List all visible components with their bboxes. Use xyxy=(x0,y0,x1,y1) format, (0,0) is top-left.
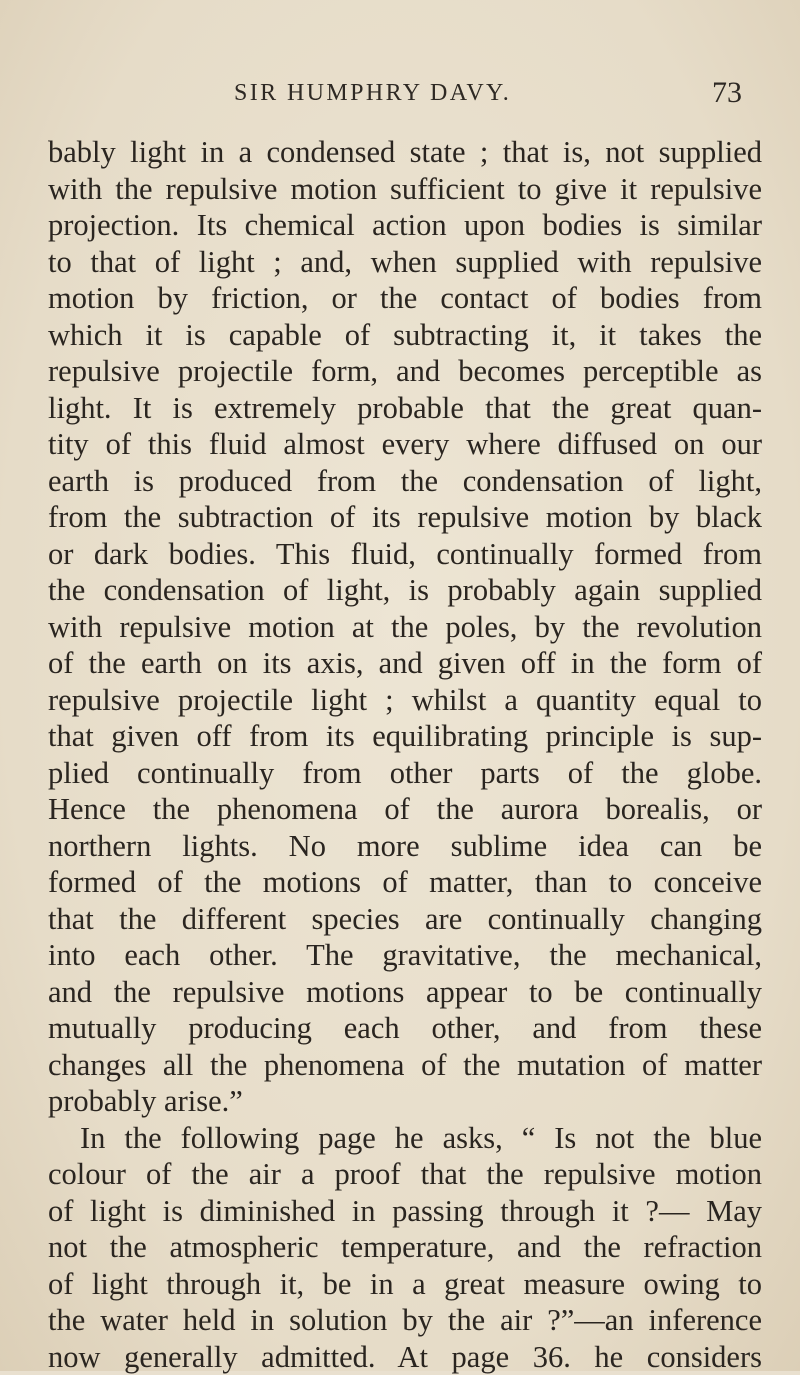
text-line: repulsive projectile form, and becomes perceptible as xyxy=(48,353,762,390)
text-line: projection. Its chemical action upon bodies is similar xyxy=(48,207,762,244)
text-line: that the different species are continually changing xyxy=(48,901,762,938)
text-line-paragraph-start: In the following page he asks, “ Is not the blue xyxy=(48,1120,762,1157)
text-line: the condensation of light, is probably again supplied xyxy=(48,572,762,609)
text-line: into each other. The gravitative, the mechanical, xyxy=(48,937,762,974)
text-line: and the repulsive motions appear to be continually xyxy=(48,974,762,1011)
text-line: the water held in solution by the air ?”—an inference xyxy=(48,1302,762,1339)
text-line: northern lights. No more sublime idea can be xyxy=(48,828,762,865)
body-text xyxy=(48,134,762,1375)
text-line: now generally admitted. At page 36. he considers xyxy=(48,1339,762,1375)
text-line: tity of this fluid almost every where diffused on our xyxy=(48,426,762,463)
text-line: formed of the motions of matter, than to conceive xyxy=(48,864,762,901)
text-line: repulsive projectile light ; whilst a quantity equal to xyxy=(48,682,762,719)
page-header xyxy=(0,80,800,120)
text-line: of light through it, be in a great measure owing to xyxy=(48,1266,762,1303)
text-line: of the earth on its axis, and given off in the form of xyxy=(48,645,762,682)
running-head: SIR HUMPHRY DAVY. xyxy=(234,80,511,107)
text-line: mutually producing each other, and from these xyxy=(48,1010,762,1047)
text-line: that given off from its equilibrating principle is sup- xyxy=(48,718,762,755)
text-line-paragraph-end: probably arise.” xyxy=(48,1083,762,1120)
text-line: changes all the phenomena of the mutation of matter xyxy=(48,1047,762,1084)
text-line: motion by friction, or the contact of bodies from xyxy=(48,280,762,317)
text-line: with the repulsive motion sufficient to give it repulsive xyxy=(48,171,762,208)
text-line: to that of light ; and, when supplied with repulsive xyxy=(48,244,762,281)
text-line: earth is produced from the condensation of light, xyxy=(48,463,762,500)
page-number: 73 xyxy=(712,76,742,110)
text-line: colour of the air a proof that the repulsive motion xyxy=(48,1156,762,1193)
text-line: or dark bodies. This fluid, continually formed from xyxy=(48,536,762,573)
text-line: bably light in a condensed state ; that is, not supplied xyxy=(48,134,762,171)
text-line: not the atmospheric temperature, and the refraction xyxy=(48,1229,762,1266)
text-line: of light is diminished in passing through it ?— May xyxy=(48,1193,762,1230)
text-line: plied continually from other parts of the globe. xyxy=(48,755,762,792)
text-line: with repulsive motion at the poles, by the revolution xyxy=(48,609,762,646)
text-line: which it is capable of subtracting it, it takes the xyxy=(48,317,762,354)
text-line: Hence the phenomena of the aurora borealis, or xyxy=(48,791,762,828)
text-line: light. It is extremely probable that the great quan- xyxy=(48,390,762,427)
text-line: from the subtraction of its repulsive motion by black xyxy=(48,499,762,536)
